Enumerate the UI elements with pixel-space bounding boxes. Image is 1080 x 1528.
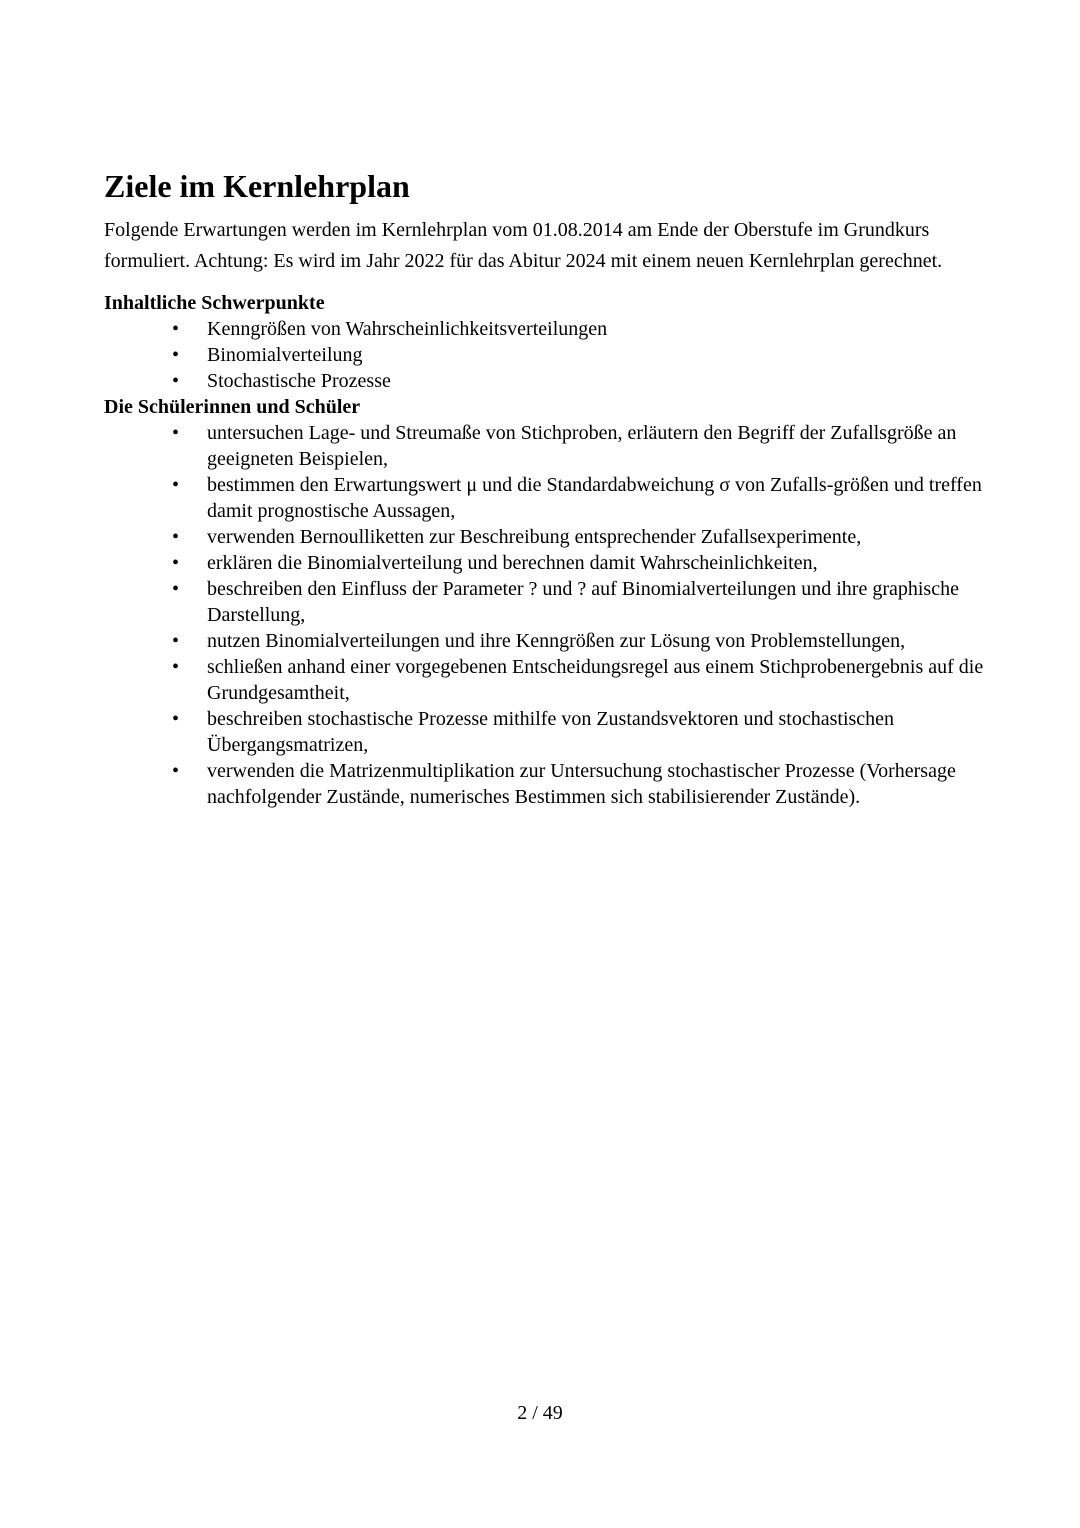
list-item (104, 420, 987, 472)
bullet-icon: • (172, 656, 180, 678)
list-item-text: Stochastische Prozesse (207, 370, 391, 392)
section-heading-inhaltliche-schwerpunkte: Inhaltliche Schwerpunkte (104, 292, 325, 314)
list-item (104, 628, 987, 654)
page-title: Ziele im Kernlehrplan (104, 168, 410, 204)
bullet-icon: • (172, 552, 180, 574)
list-item-text: beschreiben stochastische Prozesse mithilfe von Zustandsvektoren und stochastischen Übergangsmatrizen, (207, 708, 895, 756)
list-item-text: erklären die Binomialverteilung und berechnen damit Wahrscheinlichkeiten, (207, 552, 818, 574)
list-item (104, 316, 987, 342)
bullet-icon: • (172, 526, 180, 548)
bullet-icon: • (172, 422, 180, 444)
bullet-icon: • (172, 344, 180, 366)
list-item-text: verwenden Bernoulliketten zur Beschreibung entsprechender Zufallsexperimente, (207, 526, 862, 548)
list-item-text: beschreiben den Einfluss der Parameter ? und ? auf Binomialverteilungen und ihre graphische Darstellung, (207, 578, 959, 626)
list-item (104, 758, 987, 810)
list-item-text: bestimmen den Erwartungswert μ und die Standardabweichung σ von Zufalls-größen und treffen damit prognostische Aussagen, (207, 474, 982, 522)
list-item (104, 368, 987, 394)
list-item-text: Kenngrößen von Wahrscheinlichkeitsverteilungen (207, 318, 608, 340)
bullet-icon: • (172, 760, 180, 782)
schwerpunkte-list (104, 316, 984, 394)
intro-paragraph: Folgende Erwartungen werden im Kernlehrplan vom 01.08.2014 am Ende der Oberstufe im Grundkurs formuliert. Achtung: Es wird im Jahr 2022 für das Abitur 2024 mit einem neuen Kernlehrplan gerechnet. (104, 219, 943, 272)
list-item (104, 654, 987, 706)
page-content (104, 166, 984, 810)
list-item (104, 524, 987, 550)
kompetenzen-list (104, 420, 984, 810)
list-item (104, 706, 987, 758)
list-item (104, 576, 987, 628)
bullet-icon: • (172, 578, 180, 600)
list-item (104, 472, 987, 524)
list-item-text: nutzen Binomialverteilungen und ihre Kenngrößen zur Lösung von Problemstellungen, (207, 630, 906, 652)
bullet-icon: • (172, 474, 180, 496)
bullet-icon: • (172, 318, 180, 340)
section-heading-schuelerinnen: Die Schülerinnen und Schüler (104, 396, 361, 418)
list-item-text: untersuchen Lage- und Streumaße von Stichproben, erläutern den Begriff der Zufallsgröße an geeigneten Beispielen, (207, 422, 957, 470)
page-number: 2 / 49 (517, 1402, 563, 1424)
list-item (104, 550, 987, 576)
list-item-text: schließen anhand einer vorgegebenen Entscheidungsregel aus einem Stichprobenergebnis auf die Grundgesamtheit, (207, 656, 984, 704)
bullet-icon: • (172, 708, 180, 730)
bullet-icon: • (172, 630, 180, 652)
list-item (104, 342, 987, 368)
list-item-text: verwenden die Matrizenmultiplikation zur Untersuchung stochastischer Prozesse (Vorhersage nachfolgender Zustände, numerisches Bestimmen sich stabilisierender Zustände). (207, 760, 956, 808)
list-item-text: Binomialverteilung (207, 344, 363, 366)
bullet-icon: • (172, 370, 180, 392)
